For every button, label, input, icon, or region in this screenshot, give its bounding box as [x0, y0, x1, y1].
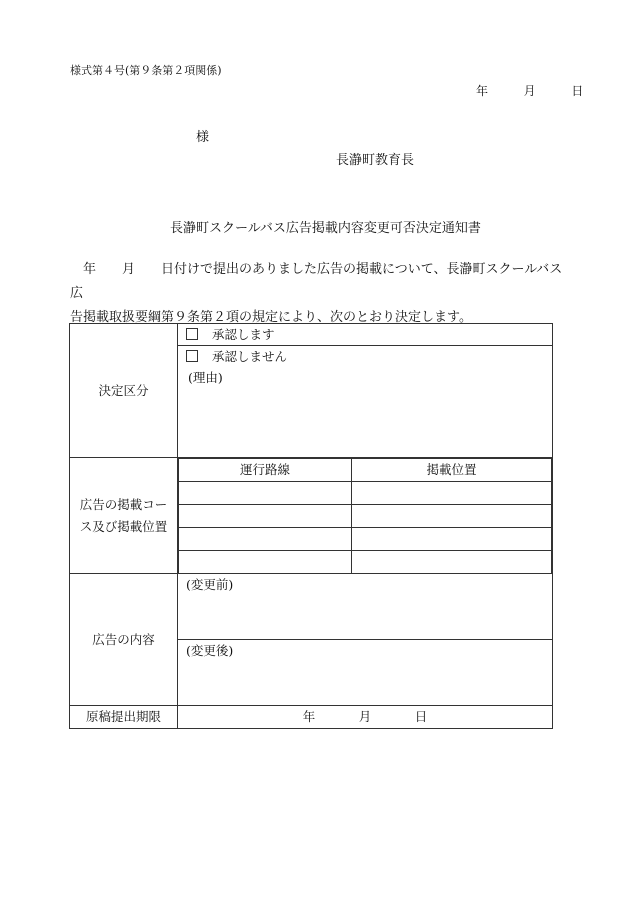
- deadline-year: 年: [302, 709, 316, 724]
- body-line-1: 年 月 日付けで提出のありました広告の掲載について、長瀞町スクールバス広: [70, 262, 563, 301]
- checkbox-icon[interactable]: [186, 328, 198, 340]
- option-reject[interactable]: [178, 346, 553, 368]
- course-grid-cell: [178, 458, 553, 574]
- body-line-2: 告掲載取扱要綱第９条第２項の規定により、次のとおり決定します。: [70, 310, 472, 325]
- issue-date-year: 年: [476, 84, 489, 98]
- issue-date-day: 日: [571, 84, 584, 98]
- addressee: 様: [196, 130, 210, 145]
- issue-date: [476, 82, 583, 99]
- position-cell[interactable]: [352, 551, 552, 574]
- route-header: 運行路線: [179, 459, 352, 482]
- before-label: (変更前): [186, 577, 234, 592]
- reason-label: (理由): [188, 370, 223, 385]
- deadline-month: 月: [358, 709, 372, 724]
- route-cell[interactable]: [179, 528, 352, 551]
- option-reject-label: 承認しません: [212, 349, 288, 364]
- checkbox-icon[interactable]: [186, 350, 198, 362]
- content-after-field[interactable]: [178, 640, 553, 706]
- deadline-day: 日: [414, 709, 428, 724]
- position-header: 掲載位置: [352, 459, 552, 482]
- content-label: 広告の内容: [70, 574, 178, 706]
- course-label-line-2: ス及び掲載位置: [79, 518, 168, 534]
- after-label: (変更後): [186, 643, 234, 658]
- sender: 長瀞町教育長: [336, 153, 415, 168]
- route-cell[interactable]: [179, 551, 352, 574]
- position-cell[interactable]: [352, 505, 552, 528]
- issue-date-month: 月: [523, 84, 536, 98]
- course-label: [70, 458, 178, 574]
- decision-label: 決定区分: [70, 324, 178, 458]
- option-approve[interactable]: [178, 324, 553, 346]
- body-text: [70, 258, 570, 330]
- route-cell[interactable]: [179, 505, 352, 528]
- position-cell[interactable]: [352, 528, 552, 551]
- course-grid: [178, 458, 552, 573]
- decision-form-table: [69, 323, 553, 729]
- position-cell[interactable]: [352, 482, 552, 505]
- course-label-line-1: 広告の掲載コー: [79, 496, 168, 512]
- route-cell[interactable]: [179, 482, 352, 505]
- deadline-label: 原稿提出期限: [70, 706, 178, 729]
- deadline-field[interactable]: [178, 706, 553, 729]
- option-approve-label: 承認します: [212, 327, 275, 342]
- content-before-field[interactable]: [178, 574, 553, 640]
- document-title: 長瀞町スクールバス広告掲載内容変更可否決定通知書: [170, 221, 481, 236]
- reason-field[interactable]: [178, 367, 553, 458]
- form-number: 様式第４号(第９条第２項関係): [70, 64, 222, 77]
